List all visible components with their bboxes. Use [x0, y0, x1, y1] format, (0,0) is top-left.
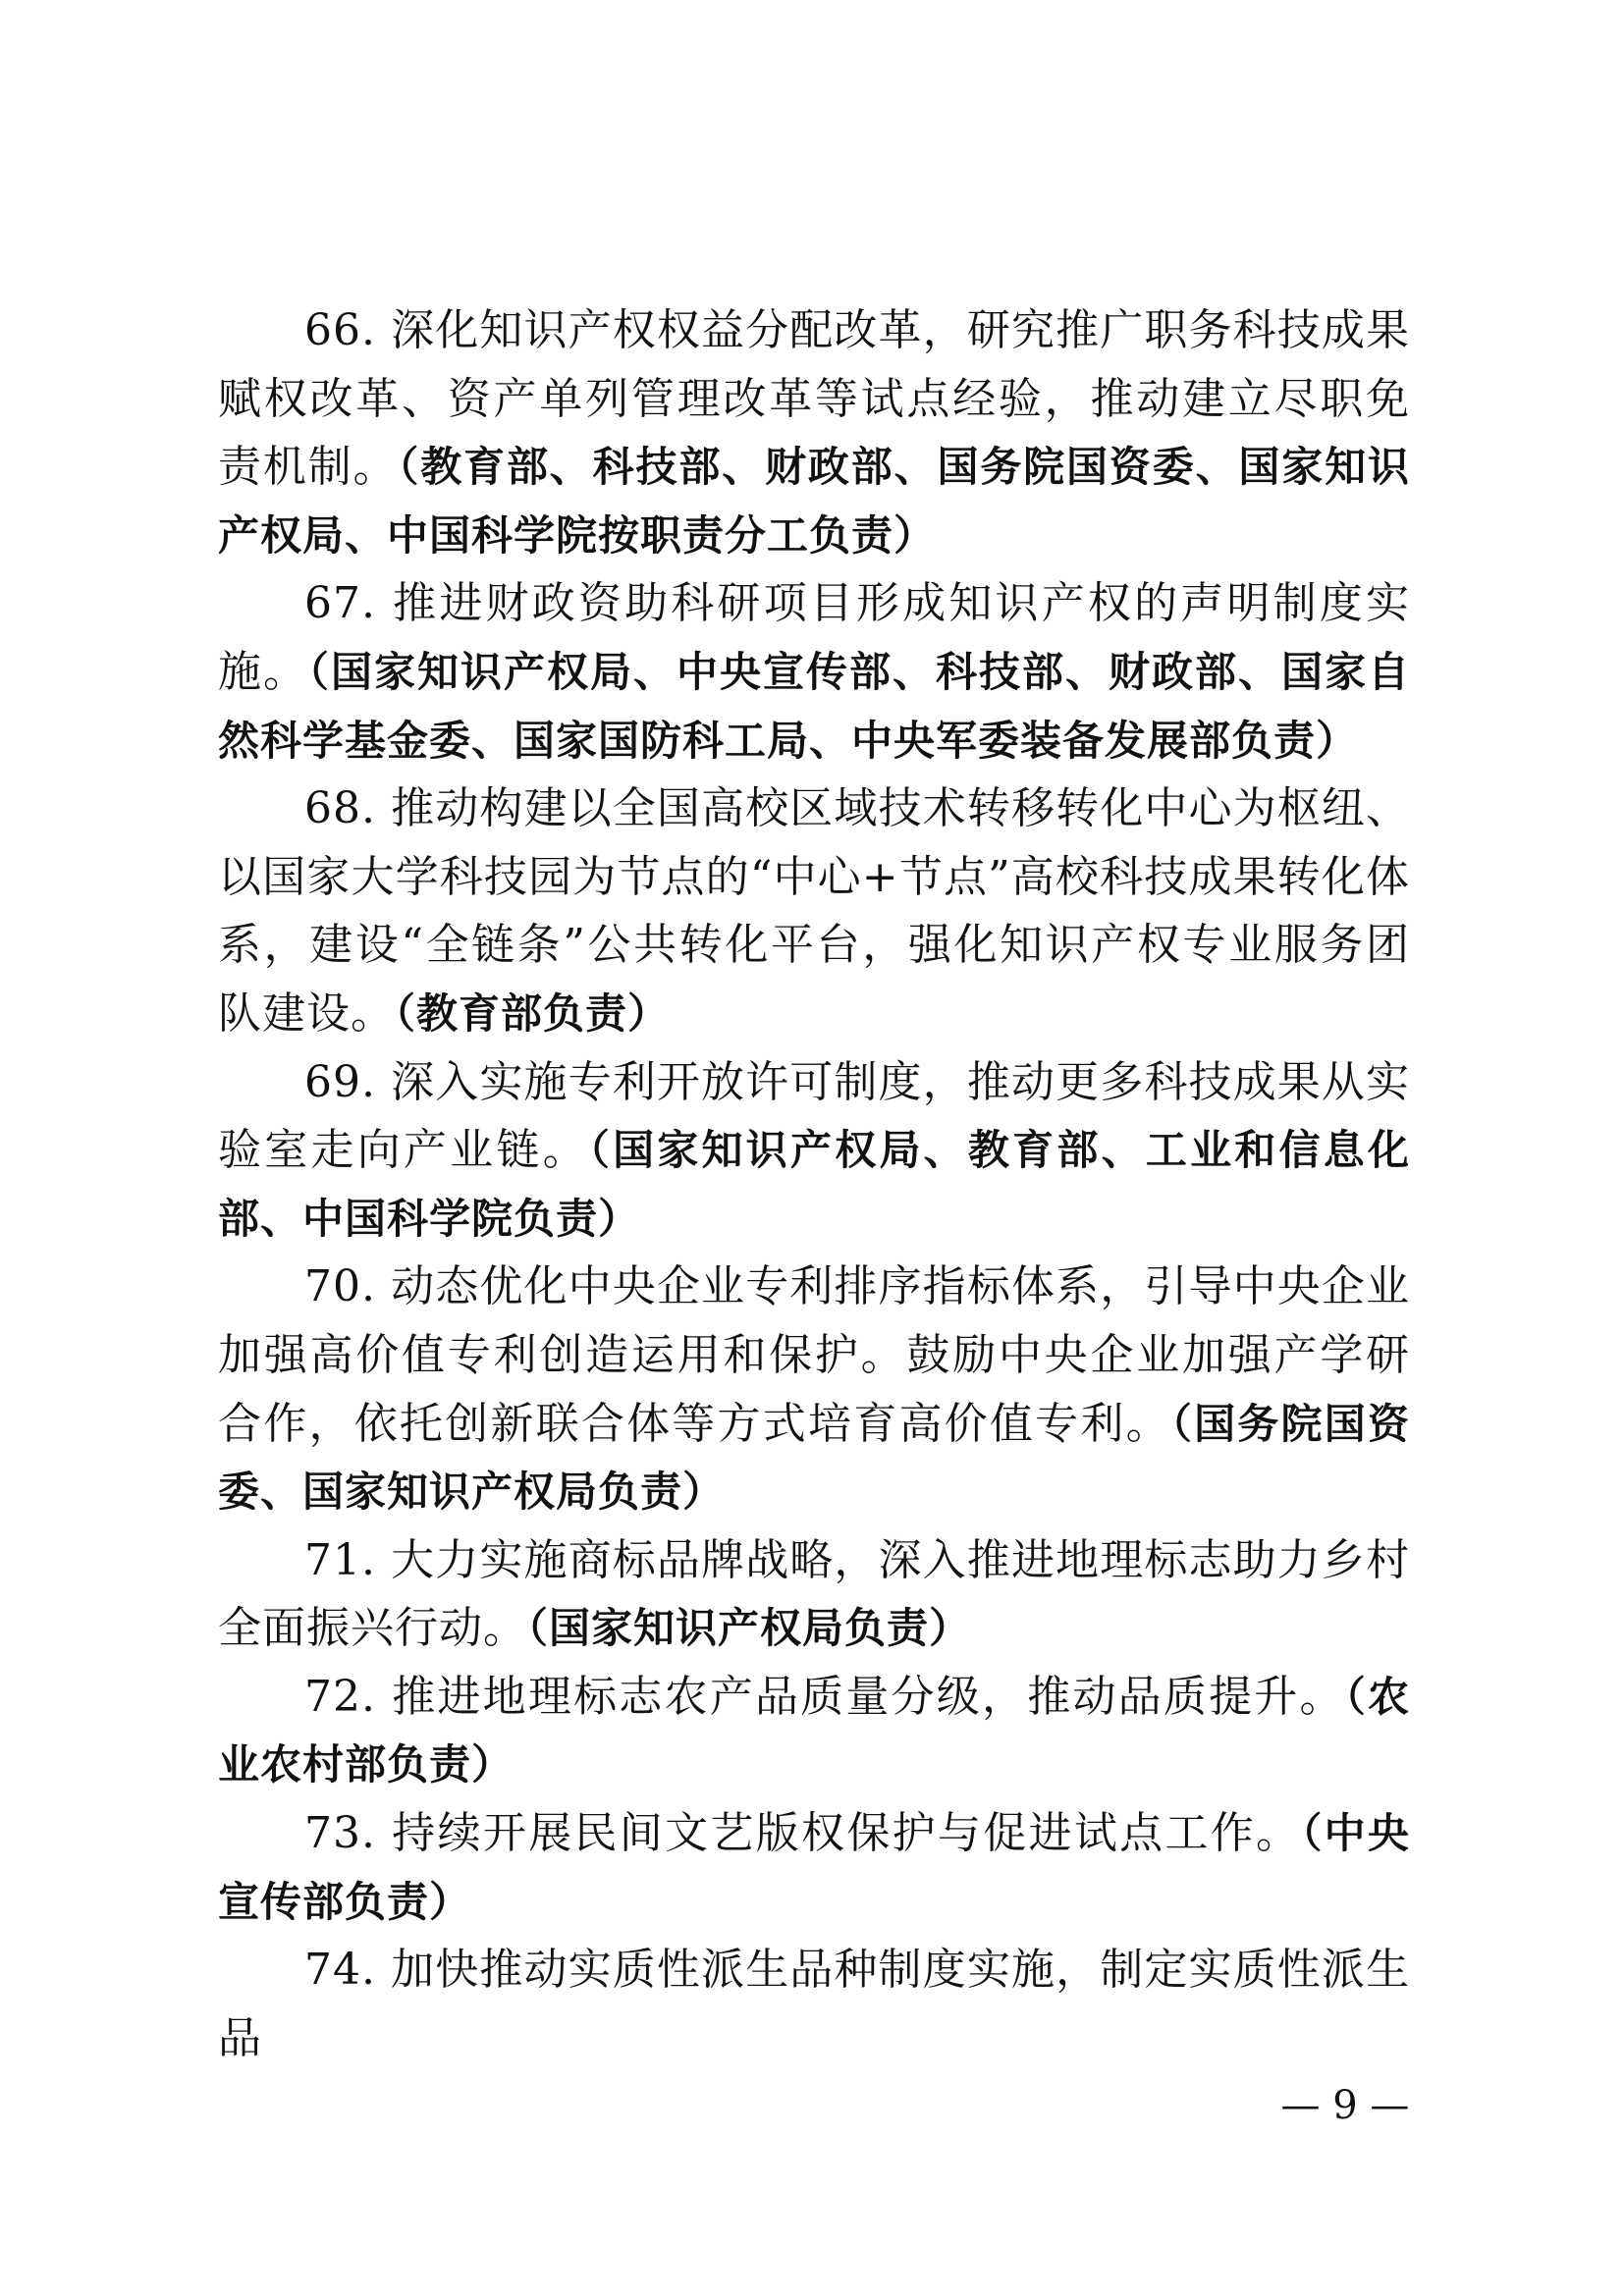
paragraph-item-69 — [218, 1048, 1410, 1254]
item-number: 70. — [304, 1261, 376, 1312]
paragraph-item-74 — [218, 1936, 1410, 2072]
item-number: 69. — [304, 1056, 376, 1107]
item-text: 深入实施专利开放许可制度，推动更多科技成果从实验室走向产业链。 — [218, 1056, 1410, 1176]
item-text: 加快推动实质性派生品种制度实施，制定实质性派生品 — [218, 1945, 1410, 2063]
item-responsibility: （中央宣传部负责） — [218, 1809, 1410, 1926]
item-number: 67. — [304, 578, 376, 629]
paragraph-item-68 — [218, 774, 1410, 1047]
paragraph-item-72 — [218, 1663, 1410, 1799]
paragraph-item-71 — [218, 1526, 1410, 1663]
item-number: 72. — [304, 1671, 376, 1722]
item-number: 66. — [304, 305, 376, 355]
item-responsibility: （农业农村部负责） — [218, 1672, 1410, 1789]
paragraph-item-67 — [218, 569, 1410, 774]
item-text: 动态优化中央企业专利排序指标体系，引导中央企业加强高价值专利创造运用和保护。鼓励中央企业加强产学研合作，依托创新联合体等方式培育高价值专利。 — [218, 1261, 1410, 1449]
page-number: — 9 — — [1280, 2083, 1410, 2128]
item-responsibility: （教育部、科技部、财政部、国务院国资委、国家知识产权局、中国科学院按职责分工负责） — [218, 443, 1410, 560]
item-text: 大力实施商标品牌战略，深入推进地理标志助力乡村全面振兴行动。 — [218, 1534, 1410, 1654]
item-responsibility: （国家知识产权局、中央宣传部、科技部、财政部、国家自然科学基金委、国家国防科工局、中央军委装备发展部负责） — [218, 647, 1410, 765]
paragraph-item-66 — [218, 296, 1410, 569]
item-responsibility: （国家知识产权局负责） — [527, 1604, 972, 1653]
item-number: 71. — [304, 1534, 376, 1585]
paragraph-item-70 — [218, 1253, 1410, 1525]
item-responsibility: （教育部负责） — [395, 988, 671, 1038]
item-number: 73. — [304, 1808, 376, 1859]
item-text: 持续开展民间文艺版权保护与促进试点工作。 — [392, 1808, 1302, 1859]
item-text: 推动构建以全国高校区域技术转移转化中心为枢纽、以国家大学科技园为节点的“中心+节点”高校科技成果转化体系，建设“全链条”公共转化平台，强化知识产权专业服务团队建设。 — [218, 783, 1410, 1039]
item-responsibility: （国家知识产权局、教育部、工业和信息化部、中国科学院负责） — [218, 1126, 1410, 1243]
item-number: 74. — [304, 1945, 376, 1996]
item-text: 推进地理标志农产品质量分级，推动品质提升。 — [392, 1671, 1345, 1722]
item-text: 推进财政资助科研项目形成知识产权的声明制度实施。 — [218, 578, 1410, 697]
item-number: 68. — [304, 783, 376, 834]
paragraph-item-73 — [218, 1799, 1410, 1936]
item-responsibility: （国务院国资委、国家知识产权局负责） — [218, 1399, 1410, 1517]
item-text: 深化知识产权权益分配改革，研究推广职务科技成果赋权改革、资产单列管理改革等试点经验，推动建立尽职免责机制。 — [218, 305, 1410, 493]
document-body — [218, 296, 1410, 2072]
